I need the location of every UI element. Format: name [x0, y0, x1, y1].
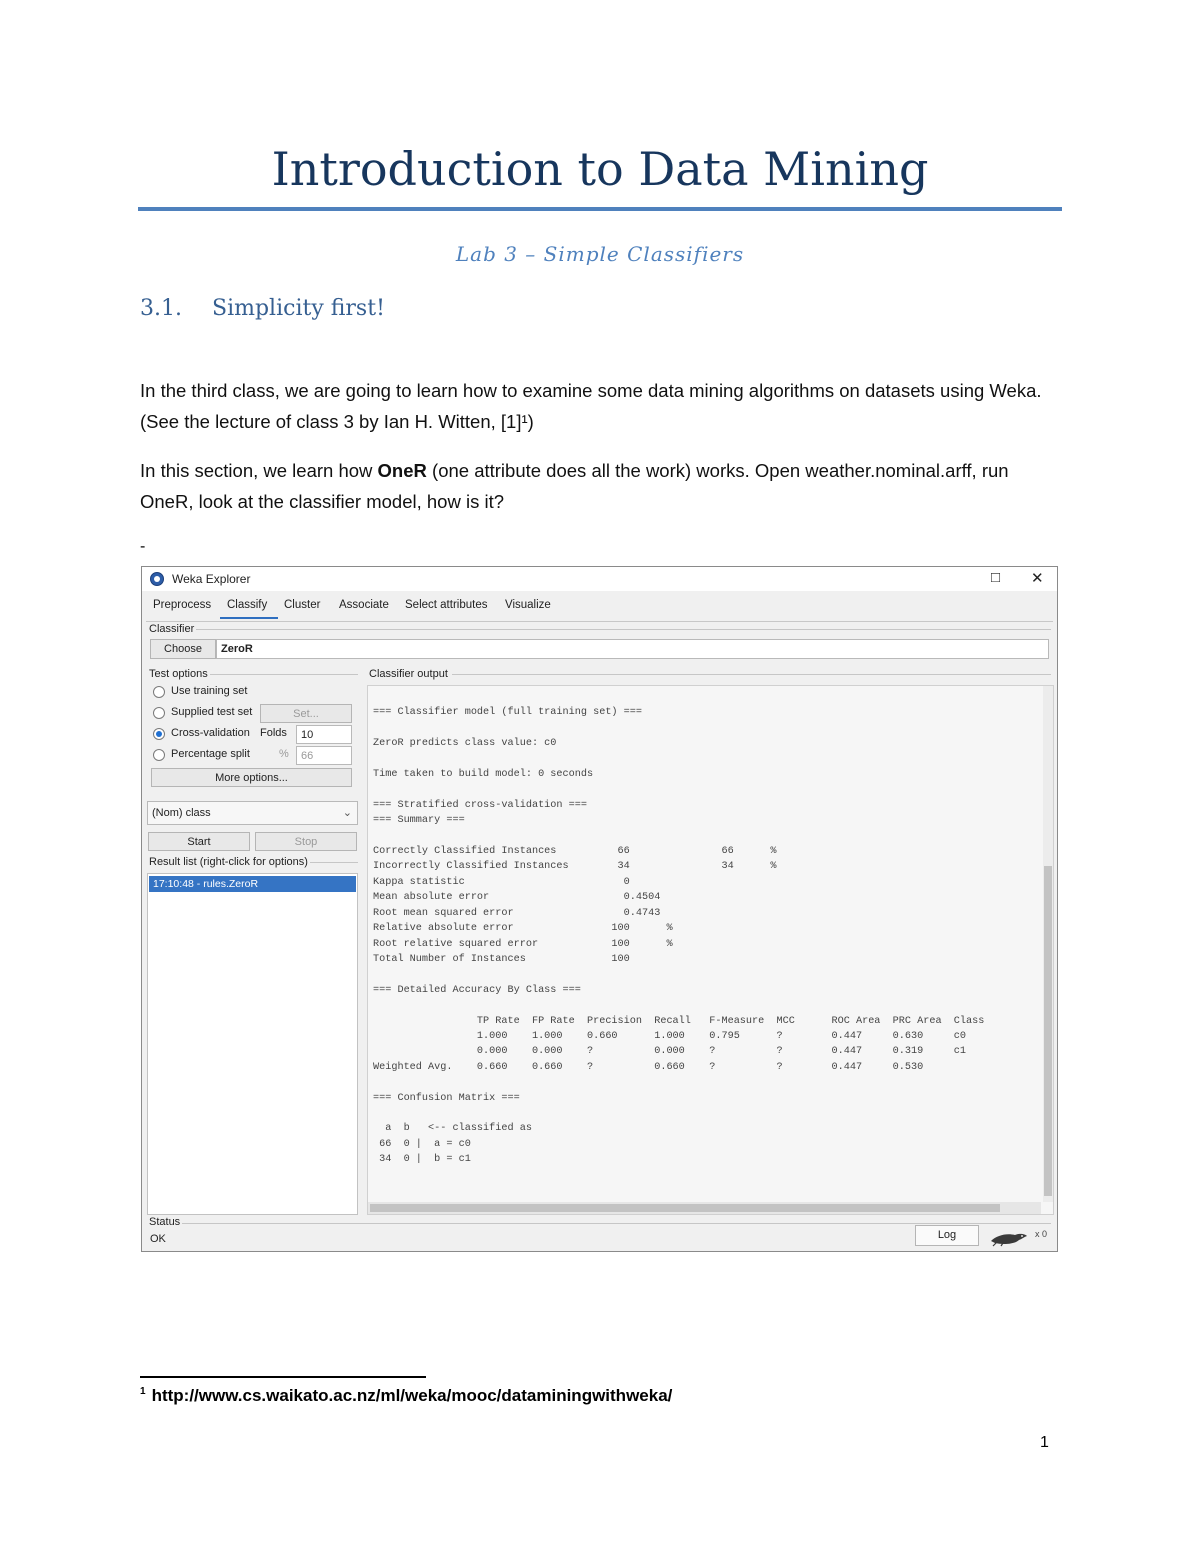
status-label: Status [149, 1216, 181, 1228]
tab-select-attributes[interactable]: Select attributes [405, 599, 488, 611]
tab-preprocess[interactable]: Preprocess [153, 599, 212, 611]
tab-cluster[interactable]: Cluster [284, 599, 321, 611]
radio-use-training-set[interactable] [153, 686, 165, 698]
tab-bar [146, 595, 1053, 621]
weka-bird-icon[interactable] [989, 1227, 1029, 1247]
folds-label: Folds [260, 727, 287, 739]
output-line: TP Rate FP Rate Precision Recall F-Measure MCC ROC Area PRC Area Class [373, 1015, 985, 1027]
output-line: === Confusion Matrix === [373, 1092, 520, 1104]
tab-classify[interactable]: Classify [227, 599, 268, 611]
output-line: 34 0 | b = c1 [373, 1154, 471, 1166]
paragraph-oner-start: In this section, we learn how [140, 460, 378, 481]
output-line: === Detailed Accuracy By Class === [373, 984, 581, 996]
output-line: Incorrectly Classified Instances 34 34 % [373, 861, 777, 873]
classifier-output-label: Classifier output [369, 668, 448, 680]
test-options-label: Test options [149, 668, 208, 680]
footnote [140, 1386, 672, 1406]
document-title: Introduction to Data Mining [271, 142, 929, 196]
oner-bold: OneR [377, 460, 427, 481]
footnote-mark: 1 [140, 1386, 146, 1398]
title-underline [138, 207, 1062, 211]
footnote-link[interactable]: http://www.cs.waikato.ac.nz/ml/weka/mooc/dataminingwithweka/ [151, 1386, 673, 1405]
class-attribute-select[interactable] [147, 801, 358, 825]
classifier-group-label: Classifier [149, 623, 195, 635]
radio-supplied-test-set[interactable] [153, 707, 165, 719]
status-border [182, 1223, 1051, 1224]
vertical-scroll-thumb[interactable] [1044, 866, 1052, 1196]
output-line: === Classifier model (full training set) === [373, 707, 642, 719]
classifier-group-border [192, 629, 1051, 630]
output-line: Root mean squared error 0.4743 [373, 907, 661, 919]
status-value: OK [150, 1233, 166, 1245]
close-icon[interactable]: ✕ [1031, 570, 1044, 587]
start-button[interactable]: Start [148, 832, 250, 851]
weka-explorer-window [141, 566, 1058, 1252]
output-line: Total Number of Instances 100 [373, 953, 630, 965]
window-title: Weka Explorer [172, 572, 251, 586]
output-line: === Stratified cross-validation === [373, 799, 587, 811]
choose-button[interactable]: Choose [150, 639, 216, 659]
output-line: Weighted Avg. 0.660 0.660 ? 0.660 ? ? 0.447 0.530 [373, 1061, 924, 1073]
tab-visualize[interactable]: Visualize [505, 599, 551, 611]
section-number: 3.1. [140, 296, 182, 321]
output-line: Root relative squared error 100 % [373, 938, 673, 950]
section-title: Simplicity first! [212, 296, 385, 321]
radio-cross-validation[interactable] [153, 728, 165, 740]
use-training-set-label: Use training set [171, 685, 248, 697]
folds-input[interactable]: 10 [296, 725, 352, 744]
chevron-down-icon: ⌄ [342, 807, 352, 819]
output-line: 1.000 1.000 0.660 1.000 0.795 ? 0.447 0.630 c0 [373, 1030, 967, 1042]
classifier-output-text [373, 690, 984, 1168]
weka-logo-icon [150, 572, 164, 586]
cross-validation-label: Cross-validation [171, 727, 250, 739]
classifier-output-border [452, 674, 1051, 675]
percentage-split-label: Percentage split [171, 748, 250, 760]
classifier-output-panel[interactable] [367, 685, 1054, 1215]
page-number: 1 [1040, 1434, 1049, 1451]
output-line: a b <-- classified as [373, 1123, 532, 1135]
result-list-border [310, 862, 358, 863]
footnote-separator [140, 1376, 426, 1378]
result-list-item[interactable]: 17:10:48 - rules.ZeroR [149, 876, 356, 892]
horizontal-scroll-thumb[interactable] [370, 1204, 1000, 1212]
class-select-value: (Nom) class [152, 807, 211, 819]
window-titlebar [142, 567, 1057, 591]
section-heading [140, 296, 385, 321]
result-list-label: Result list (right-click for options) [149, 856, 308, 868]
paragraph-oner-end: (one attribute does all the work) works. Open weather.nominal.arff, run OneR, look at the classifier model, how is it? [140, 460, 1009, 512]
maximize-icon[interactable]: □ [991, 569, 1001, 586]
output-line: Time taken to build model: 0 seconds [373, 769, 594, 781]
set-button[interactable]: Set... [260, 704, 352, 723]
output-line: ZeroR predicts class value: c0 [373, 738, 557, 750]
result-list[interactable] [147, 873, 358, 1215]
log-button[interactable]: Log [915, 1225, 979, 1246]
active-tab-indicator [220, 617, 278, 619]
paragraph-oner [140, 455, 1062, 517]
output-line: === Summary === [373, 815, 465, 827]
test-options-border [210, 674, 358, 675]
output-vertical-scrollbar[interactable] [1043, 686, 1053, 1202]
dash-marker: - [140, 538, 146, 555]
output-line: Relative absolute error 100 % [373, 923, 673, 935]
classifier-name-field[interactable]: ZeroR [216, 639, 1049, 659]
output-line: 0.000 0.000 ? 0.000 ? ? 0.447 0.319 c1 [373, 1046, 967, 1058]
paragraph-intro: In the third class, we are going to learn how to examine some data mining algorithms on datasets using Weka. (See the lecture of class 3 by Ian H. Witten, [1]¹) [140, 380, 1042, 432]
tabs-divider [146, 621, 1053, 622]
output-line: 66 0 | a = c0 [373, 1138, 471, 1150]
document-subtitle: Lab 3 – Simple Classifiers [455, 242, 745, 266]
stop-button[interactable]: Stop [255, 832, 357, 851]
output-line: Kappa statistic 0 [373, 876, 630, 888]
output-line: Correctly Classified Instances 66 66 % [373, 846, 777, 858]
supplied-test-set-label: Supplied test set [171, 706, 253, 718]
tab-associate[interactable]: Associate [339, 599, 389, 611]
more-options-button[interactable]: More options... [151, 768, 352, 787]
task-count: x 0 [1035, 1229, 1048, 1239]
output-line: Mean absolute error 0.4504 [373, 892, 661, 904]
percent-label: % [279, 748, 289, 760]
percentage-input[interactable]: 66 [296, 746, 352, 765]
radio-percentage-split[interactable] [153, 749, 165, 761]
output-horizontal-scrollbar[interactable] [368, 1202, 1041, 1214]
